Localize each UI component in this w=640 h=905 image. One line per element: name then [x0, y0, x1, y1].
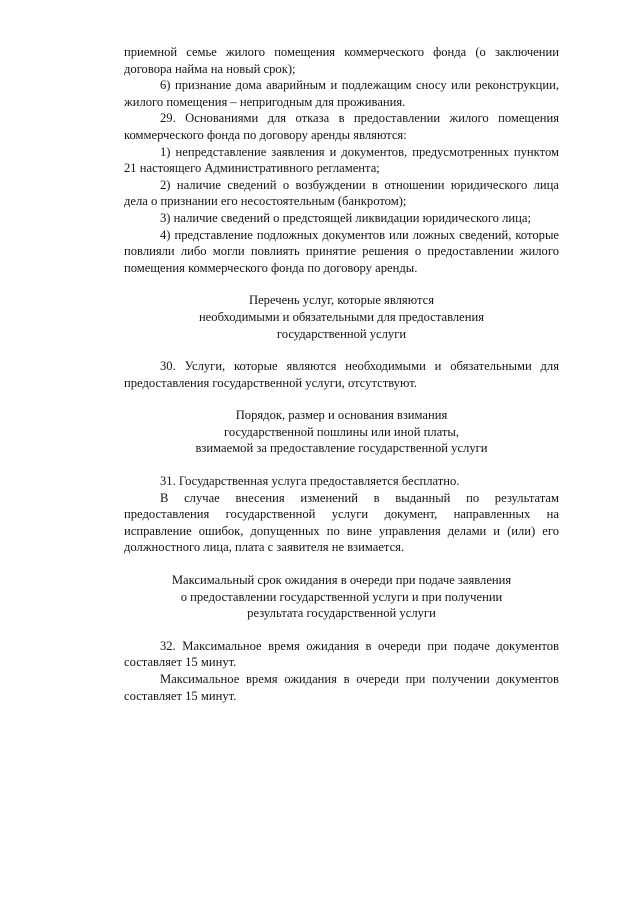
document-page — [124, 44, 559, 704]
paragraph-32: 32. Максимальное время ожидания в очереди при подаче документов составляет 15 минут. — [124, 638, 559, 670]
paragraph-29-item-3: 3) наличие сведений о предстоящей ликвидации юридического лица; — [160, 210, 531, 225]
heading-line: о предоставлении государственной услуги и при получении — [180, 589, 503, 604]
heading-line: государственной пошлины или иной платы, — [224, 424, 459, 439]
paragraph-29-item-4: 4) представление подложных документов или ложных сведений, которые повлияли либо могли повлиять принятие решения о предоставлении жилого помещения коммерческого фонда по договору аренды. — [124, 227, 559, 275]
paragraph-32-continued: Максимальное время ожидания в очереди при получении документов составляет 15 минут. — [124, 672, 559, 703]
paragraph-29-item-2: 2) наличие сведений о возбуждении в отношении юридического лица дела о признании его несостоятельным (банкротом); — [124, 177, 559, 209]
spacer — [124, 342, 559, 358]
heading-line: Максимальный срок ожидания в очереди при подаче заявления — [171, 573, 512, 588]
paragraph-continuation: приемной семье жилого помещения коммерческого фонда (о заключении договора найма на новый срок); — [124, 45, 559, 76]
heading-line: государственной услуги — [276, 326, 407, 341]
heading-line: Перечень услуг, которые являются — [249, 293, 434, 308]
spacer — [124, 622, 559, 638]
heading-line: необходимыми и обязательными для предоставления — [198, 309, 485, 324]
heading-line: Порядок, размер и основания взимания — [235, 408, 448, 423]
heading-line: результата государственной услуги — [247, 606, 436, 621]
paragraph-item-6: 6) признание дома аварийным и подлежащим сносу или реконструкции, жилого помещения – непригодным для проживания. — [124, 78, 559, 109]
paragraph-29-item-1: 1) непредставление заявления и документов, предусмотренных пунктом 21 настоящего Административного регламента; — [124, 144, 559, 176]
section-heading-fee — [124, 407, 559, 457]
paragraph-29: 29. Основаниями для отказа в предоставлении жилого помещения коммерческого фонда по договору аренды являются: — [124, 111, 559, 142]
paragraph-31: 31. Государственная услуга предоставляется бесплатно. — [160, 474, 460, 489]
spacer — [124, 457, 559, 473]
spacer — [124, 276, 559, 292]
spacer — [124, 556, 559, 572]
heading-line: взимаемой за предоставление государственной услуги — [195, 441, 488, 456]
section-heading-services — [124, 292, 559, 342]
section-heading-queue — [124, 572, 559, 622]
spacer — [124, 391, 559, 407]
paragraph-31-continued: В случае внесения изменений в выданный по результатам предоставления государственной услуги документ, направленных на исправление ошибок, допущенных по вине управления делами и (или) его должностного лица, плата с заявителя не взимается. — [124, 490, 559, 555]
paragraph-30: 30. Услуги, которые являются необходимыми и обязательными для предоставления государственной услуги, отсутствуют. — [124, 359, 559, 390]
